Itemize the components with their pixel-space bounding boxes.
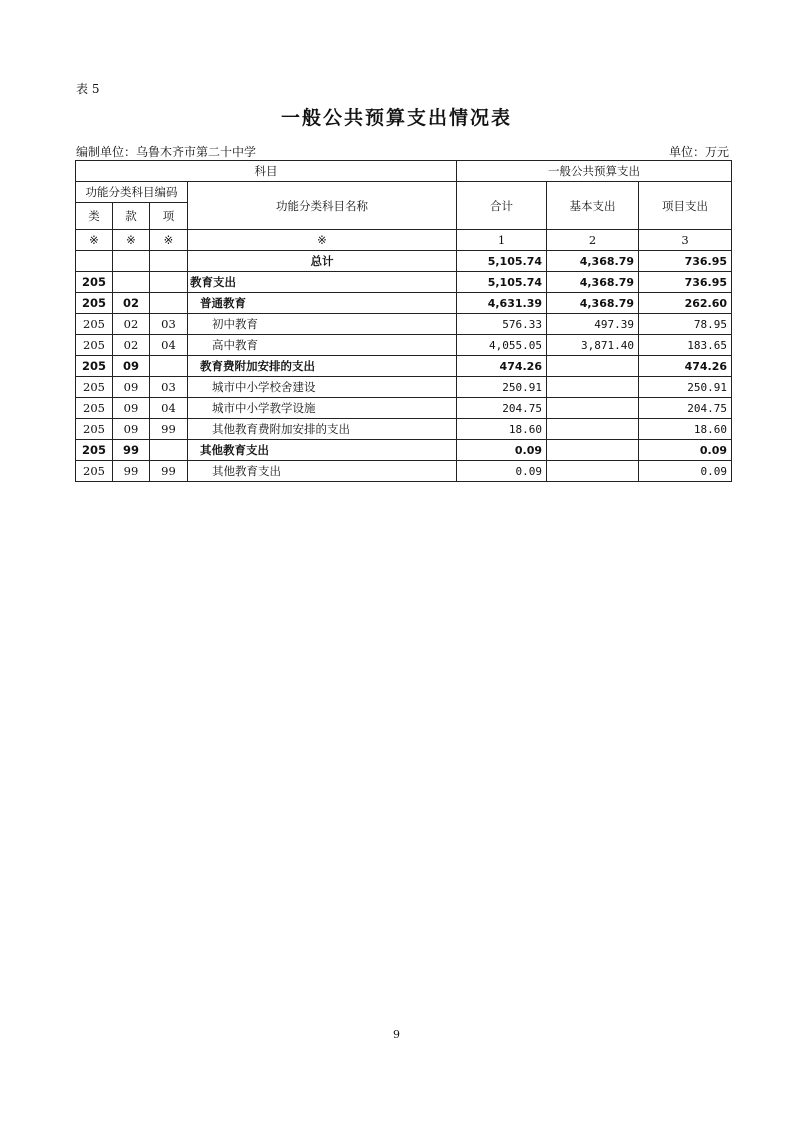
cell-lei: 205: [76, 377, 113, 398]
total-amount: 5,105.74: [457, 251, 547, 272]
unit-label: 单位：万元: [668, 145, 729, 159]
total-lei: [76, 251, 113, 272]
cell-kuan: 99: [113, 461, 150, 482]
cell-project: 262.60: [639, 293, 732, 314]
cell-kuan: 09: [113, 356, 150, 377]
cell-project: 78.95: [639, 314, 732, 335]
cell-xiang: 04: [150, 335, 188, 356]
header-kuan: 款: [113, 203, 150, 230]
index-3: 3: [639, 230, 732, 251]
cell-xiang: [150, 356, 188, 377]
cell-total: 4,055.05: [457, 335, 547, 356]
cell-kuan: 09: [113, 419, 150, 440]
budget-table: [75, 160, 732, 482]
header-name: 功能分类科目名称: [188, 182, 457, 230]
cell-basic: 3,871.40: [547, 335, 639, 356]
cell-name: 教育费附加安排的支出: [188, 356, 457, 377]
table-row: [76, 419, 732, 440]
header-xiang: 项: [150, 203, 188, 230]
cell-project: 250.91: [639, 377, 732, 398]
cell-kuan: 09: [113, 398, 150, 419]
mark-kuan: ※: [113, 230, 150, 251]
table-row: [76, 293, 732, 314]
cell-total: 204.75: [457, 398, 547, 419]
header-budget: 一般公共预算支出: [457, 161, 732, 182]
index-2: 2: [547, 230, 639, 251]
cell-xiang: [150, 272, 188, 293]
cell-basic: 4,368.79: [547, 293, 639, 314]
table-row: [76, 314, 732, 335]
table-row: [76, 356, 732, 377]
index-1: 1: [457, 230, 547, 251]
cell-kuan: 09: [113, 377, 150, 398]
cell-total: 576.33: [457, 314, 547, 335]
cell-lei: 205: [76, 335, 113, 356]
cell-basic: 4,368.79: [547, 272, 639, 293]
cell-name: 普通教育: [188, 293, 457, 314]
table-row: [76, 272, 732, 293]
cell-lei: 205: [76, 440, 113, 461]
cell-project: 0.09: [639, 440, 732, 461]
cell-name: 其他教育支出: [188, 461, 457, 482]
total-basic: 4,368.79: [547, 251, 639, 272]
cell-total: 250.91: [457, 377, 547, 398]
total-row: [76, 251, 732, 272]
cell-basic: [547, 461, 639, 482]
header-lei: 类: [76, 203, 113, 230]
table-row: [76, 440, 732, 461]
cell-total: 4,631.39: [457, 293, 547, 314]
page-title: 一般公共预算支出情况表: [280, 107, 512, 129]
cell-total: 18.60: [457, 419, 547, 440]
cell-xiang: 03: [150, 314, 188, 335]
table-number: 表 5: [76, 82, 100, 96]
cell-xiang: [150, 293, 188, 314]
total-kuan: [113, 251, 150, 272]
cell-basic: [547, 419, 639, 440]
cell-basic: [547, 398, 639, 419]
cell-lei: 205: [76, 398, 113, 419]
total-label: 总计: [188, 251, 457, 272]
cell-xiang: 99: [150, 461, 188, 482]
cell-total: 0.09: [457, 461, 547, 482]
header-row-1: [76, 161, 732, 182]
header-total: 合计: [457, 182, 547, 230]
cell-xiang: 03: [150, 377, 188, 398]
mark-name: ※: [188, 230, 457, 251]
cell-total: 5,105.74: [457, 272, 547, 293]
header-project: 项目支出: [639, 182, 732, 230]
cell-name: 高中教育: [188, 335, 457, 356]
total-project: 736.95: [639, 251, 732, 272]
cell-lei: 205: [76, 356, 113, 377]
table-row: [76, 335, 732, 356]
header-row-2: [76, 182, 732, 203]
cell-name: 其他教育费附加安排的支出: [188, 419, 457, 440]
cell-xiang: 99: [150, 419, 188, 440]
cell-total: 474.26: [457, 356, 547, 377]
header-basic: 基本支出: [547, 182, 639, 230]
cell-basic: [547, 356, 639, 377]
table-row: [76, 377, 732, 398]
cell-kuan: 02: [113, 293, 150, 314]
cell-xiang: 04: [150, 398, 188, 419]
cell-name: 教育支出: [188, 272, 457, 293]
header-subject: 科目: [76, 161, 457, 182]
cell-lei: 205: [76, 293, 113, 314]
cell-lei: 205: [76, 314, 113, 335]
cell-project: 0.09: [639, 461, 732, 482]
cell-name: 初中教育: [188, 314, 457, 335]
cell-name: 城市中小学校舍建设: [188, 377, 457, 398]
cell-name: 其他教育支出: [188, 440, 457, 461]
mark-lei: ※: [76, 230, 113, 251]
cell-total: 0.09: [457, 440, 547, 461]
page-number: 9: [393, 1028, 400, 1041]
table-row: [76, 398, 732, 419]
cell-kuan: 02: [113, 314, 150, 335]
cell-xiang: [150, 440, 188, 461]
header-code-group: 功能分类科目编码: [76, 182, 188, 203]
cell-project: 474.26: [639, 356, 732, 377]
cell-project: 736.95: [639, 272, 732, 293]
cell-basic: [547, 440, 639, 461]
mark-xiang: ※: [150, 230, 188, 251]
organization-label: 编制单位：乌鲁木齐市第二十中学: [76, 145, 257, 159]
cell-project: 183.65: [639, 335, 732, 356]
cell-kuan: 99: [113, 440, 150, 461]
cell-name: 城市中小学教学设施: [188, 398, 457, 419]
cell-basic: [547, 377, 639, 398]
cell-kuan: [113, 272, 150, 293]
cell-project: 18.60: [639, 419, 732, 440]
cell-kuan: 02: [113, 335, 150, 356]
cell-basic: 497.39: [547, 314, 639, 335]
cell-project: 204.75: [639, 398, 732, 419]
cell-lei: 205: [76, 419, 113, 440]
cell-lei: 205: [76, 272, 113, 293]
header-index-row: [76, 230, 732, 251]
table-row: [76, 461, 732, 482]
total-xiang: [150, 251, 188, 272]
cell-lei: 205: [76, 461, 113, 482]
